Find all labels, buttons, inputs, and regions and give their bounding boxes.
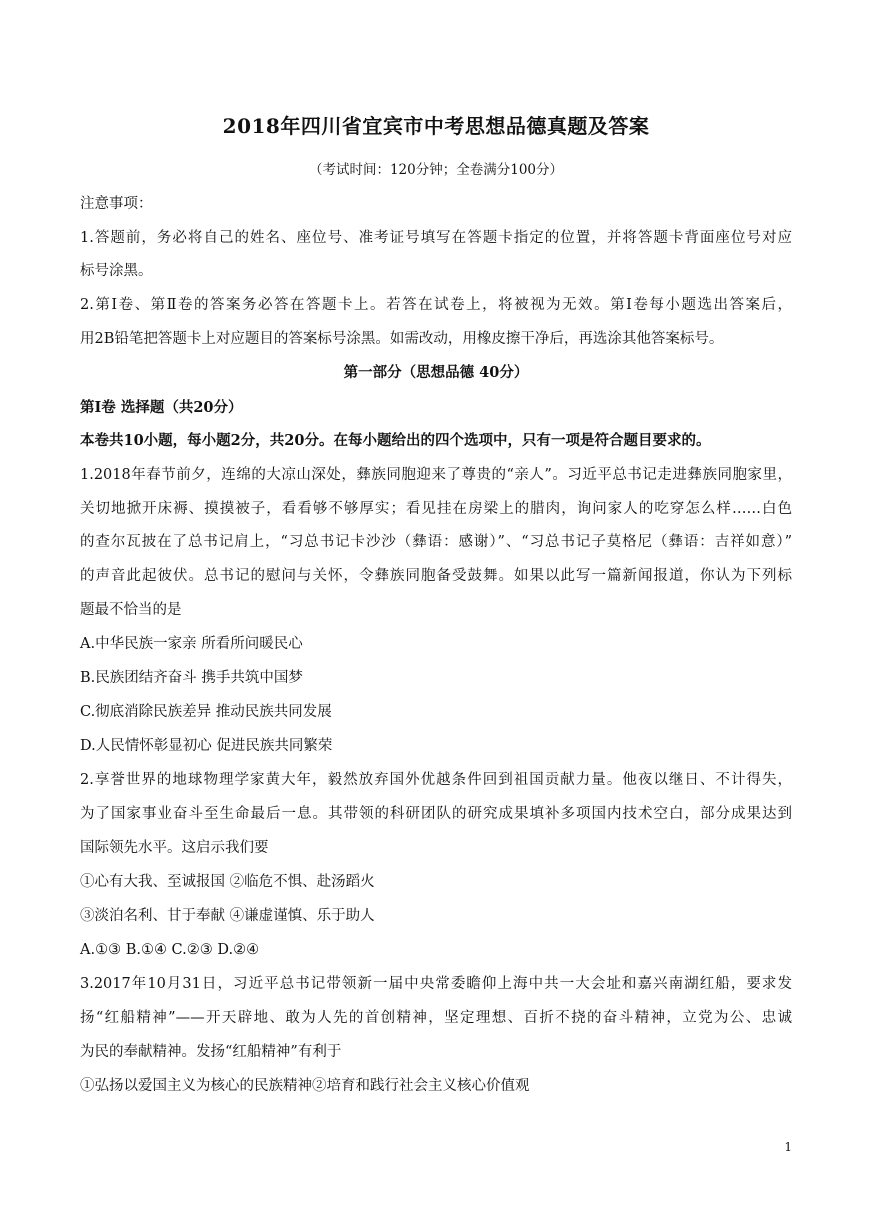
question-2-line-2: 为了国家事业奋斗至生命最后一息。其带领的科研团队的研究成果填补多项国内技术空白，部分成果达到 bbox=[80, 806, 792, 822]
question-3-line-3: 为民的奉献精神。发扬“红船精神”有利于 bbox=[80, 1044, 342, 1060]
notice-item-1-line-2: 标号涂黑。 bbox=[80, 263, 153, 279]
notice-item-2-line-1: 2.第Ⅰ卷、第Ⅱ卷的答案务必答在答题卡上。若答在试卷上，将被视为无效。第Ⅰ卷每小题选出答案后， bbox=[80, 297, 792, 313]
question-1-line-4: 的声音此起彼伏。总书记的慰问与关怀，令彝族同胞备受鼓舞。如果以此写一篇新闻报道，你认为下列标 bbox=[80, 568, 792, 584]
question-2-line-1: 2.享誉世界的地球物理学家黄大年，毅然放弃国外优越条件回到祖国贡献力量。他夜以继日、不计得失， bbox=[80, 772, 792, 788]
notice-heading: 注意事项： bbox=[80, 196, 153, 212]
question-1-line-2: 关切地掀开床褥、摸摸被子，看看够不够厚实；看见挂在房梁上的腊肉，询问家人的吃穿怎么样……白色 bbox=[80, 501, 792, 517]
question-1-line-5: 题最不恰当的是 bbox=[80, 602, 182, 618]
question-1-option-d: D.人民情怀彰显初心 促进民族共同繁荣 bbox=[80, 738, 333, 754]
question-1-line-3: 的查尔瓦披在了总书记肩上，“习总书记卡沙沙（彝语：感谢）”、“习总书记子莫格尼（彝语：吉祥如意）” bbox=[80, 534, 792, 550]
question-3-choices-row-1: ①弘扬以爱国主义为核心的民族精神②培育和践行社会主义核心价值观 bbox=[80, 1078, 530, 1094]
question-2-choices-row-1: ①心有大我、至诚报国 ②临危不惧、赴汤蹈火 bbox=[80, 874, 375, 890]
question-1-option-a: A.中华民族一家亲 所看所问暖民心 bbox=[80, 636, 303, 652]
page-number: 1 bbox=[784, 1140, 792, 1154]
part-heading: 第一部分（思想品德 40分） bbox=[343, 364, 529, 381]
question-1-line-1: 1.2018年春节前夕，连绵的大凉山深处，彝族同胞迎来了尊贵的“亲人”。习近平总书记走进彝族同胞家里， bbox=[80, 467, 792, 483]
exam-info: （考试时间：120分钟；全卷满分100分） bbox=[308, 162, 564, 178]
notice-item-2-line-2: 用2B铅笔把答题卡上对应题目的答案标号涂黑。如需改动，用橡皮擦干净后，再选涂其他答案标号。 bbox=[80, 331, 724, 347]
question-2-choices-row-2: ③淡泊名利、甘于奉献 ④谦虚谨慎、乐于助人 bbox=[80, 908, 375, 924]
document-title: 2018年四川省宜宾市中考思想品德真题及答案 bbox=[222, 114, 650, 138]
question-1-option-b: B.民族团结齐奋斗 携手共筑中国梦 bbox=[80, 670, 303, 686]
question-3-line-1: 3.2017年10月31日，习近平总书记带领新一届中央常委瞻仰上海中共一大会址和嘉兴南湖红船，要求发 bbox=[80, 976, 792, 992]
document-page bbox=[80, 0, 792, 1228]
question-1-option-c: C.彻底消除民族差异 推动民族共同发展 bbox=[80, 704, 332, 720]
question-2-options: A.①③ B.①④ C.②③ D.②④ bbox=[80, 942, 260, 958]
question-2-line-3: 国际领先水平。这启示我们要 bbox=[80, 840, 269, 856]
section-heading: 第Ⅰ卷 选择题（共20分） bbox=[80, 399, 243, 416]
notice-item-1-line-1: 1.答题前，务必将自己的姓名、座位号、准考证号填写在答题卡指定的位置，并将答题卡背面座位号对应 bbox=[80, 230, 792, 246]
question-3-line-2: 扬“红船精神”——开天辟地、敢为人先的首创精神，坚定理想、百折不挠的奋斗精神，立党为公、忠诚 bbox=[80, 1010, 792, 1026]
section-instruction: 本卷共10小题，每小题2分，共20分。在每小题给出的四个选项中，只有一项是符合题目要求的。 bbox=[80, 432, 711, 449]
